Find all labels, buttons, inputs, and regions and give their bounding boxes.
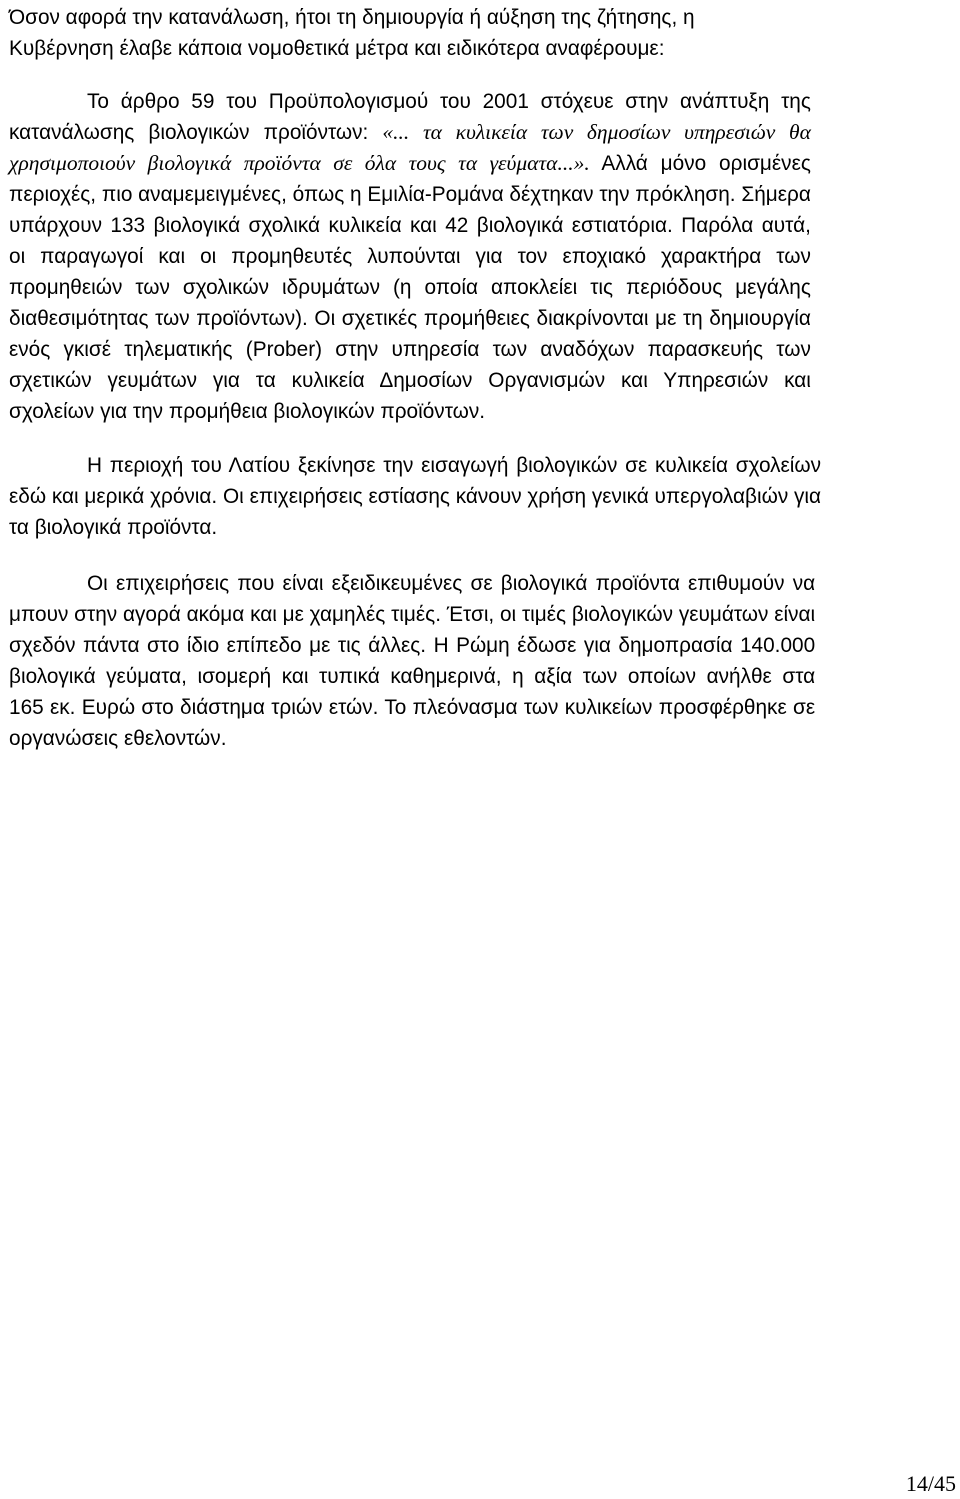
text-line: σχολείων για την προμήθεια βιολογικών προϊόντων.	[9, 400, 486, 423]
text-line: μπουν στην αγορά ακόμα και με χαμηλές τιμές. Έτσι, οι τιμές βιολογικών γευμάτων είναι	[9, 603, 816, 626]
page-number: 14/45	[905, 1471, 956, 1496]
paragraph-rome-tender	[9, 568, 815, 754]
paragraph-lazio	[9, 450, 821, 543]
text-segment: Αλλά μόνο ορισμένες	[589, 152, 811, 175]
text-line: περιοχές, πιο αναμεμειγμένες, όπως η Εμιλία-Ρομάνα δέχτηκαν την πρόκληση. Σήμερα	[9, 183, 811, 206]
text-line: διαθεσιμότητας των προϊόντων). Οι σχετικές προμήθειες διακρίνονται με τη δημιουργία	[9, 307, 811, 330]
text-line	[9, 117, 811, 148]
text-line: Κυβέρνηση έλαβε κάποια νομοθετικά μέτρα και ειδικότερα αναφέρουμε:	[9, 37, 665, 60]
text-line: σχεδόν πάντα στο ίδιο επίπεδο με τις άλλες. Η Ρώμη έδωσε για δημοπρασία 140.000	[9, 634, 816, 657]
text-line: Οι επιχειρήσεις που είναι εξειδικευμένες σε βιολογικά προϊόντα επιθυμούν να	[87, 572, 816, 595]
text-line: 165 εκ. Ευρώ στο διάστημα τριών ετών. Το πλεόνασμα των κυλικείων προσφέρθηκε σε	[9, 696, 816, 719]
text-line: οργανώσεις εθελοντών.	[9, 727, 227, 750]
text-line: σχετικών γευμάτων για τα κυλικεία Δημοσίων Οργανισμών και Υπηρεσιών και	[9, 369, 811, 392]
text-line: Η περιοχή του Λατίου ξεκίνησε την εισαγωγή βιολογικών σε κυλικεία σχολείων	[87, 454, 822, 477]
text-line: Όσον αφορά την κατανάλωση, ήτοι τη δημιουργία ή αύξηση της ζήτησης, η	[9, 6, 695, 29]
paragraph-consumption-intro	[9, 2, 695, 64]
text-line: τα βιολογικά προϊόντα.	[9, 516, 218, 539]
text-line: υπάρχουν 133 βιολογικά σχολικά κυλικεία και 42 βιολογικά εστιατόρια. Παρόλα αυτά,	[9, 214, 811, 237]
text-line: Το άρθρο 59 του Προϋπολογισμού του 2001 στόχευε στην ανάπτυξη της	[87, 90, 811, 113]
quoted-text: χρησιμοποιούν βιολογικά προϊόντα σε όλα τους τα γεύματα...».	[9, 151, 590, 175]
text-segment: κατανάλωσης βιολογικών προϊόντων:	[9, 121, 383, 144]
text-line: προμηθειών των σχολικών ιδρυμάτων (η οποία αποκλείει τις περιόδους μεγάλης	[9, 276, 811, 299]
quoted-text: «... τα κυλικεία των δημοσίων υπηρεσιών θα	[382, 120, 811, 144]
text-line: ενός γκισέ τηλεματικής (Prober) στην υπηρεσία των αναδόχων παρασκευής των	[9, 338, 811, 361]
text-line: βιολογικά γεύματα, ισομερή και τυπικά καθημερινά, η αξία των οποίων ανήλθε στα	[9, 665, 816, 688]
text-line	[9, 148, 811, 179]
text-line: εδώ και μερικά χρόνια. Οι επιχειρήσεις εστίασης κάνουν χρήση γενικά υπεργολαβιών για	[9, 485, 822, 508]
paragraph-article-59	[9, 86, 811, 427]
text-line: οι παραγωγοί και οι προμηθευτές λυπούνται για τον εποχιακό χαρακτήρα των	[9, 245, 811, 268]
